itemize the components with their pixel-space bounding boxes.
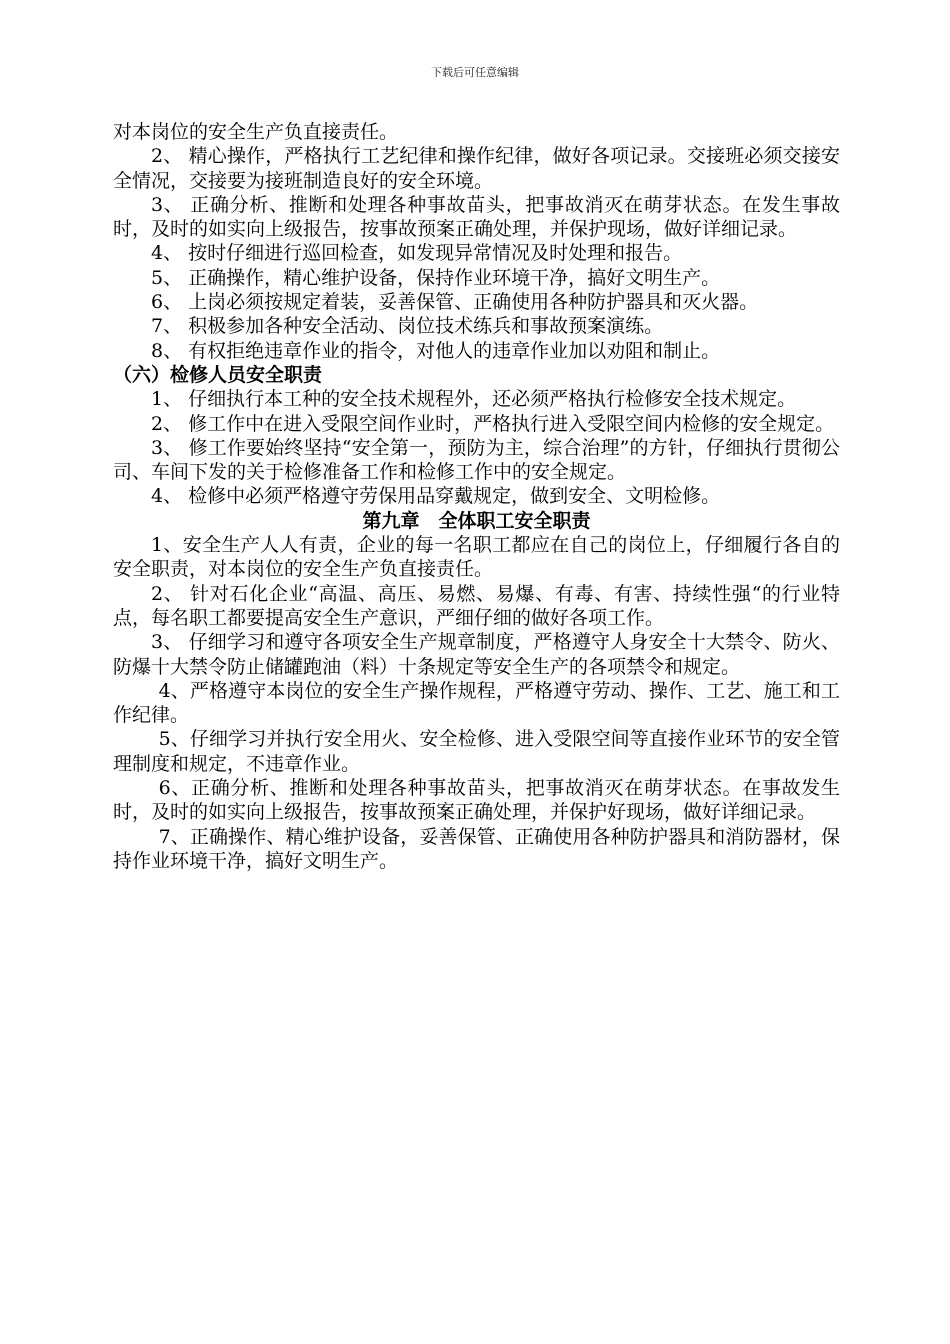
paragraph: 7、 积极参加各种安全活动、岗位技术练兵和事故预案演练。 xyxy=(151,315,664,338)
paragraph: 4、 检修中必须严格遵守劳保用品穿戴规定，做到安全、文明检修。 xyxy=(151,485,721,508)
paragraph: 4、严格遵守本岗位的安全生产操作规程，严格遵守劳动、操作、工艺、施工和工作纪律。 xyxy=(113,679,840,727)
paragraph: 3、 仔细学习和遵守各项安全生产规章制度，严格遵守人身安全十大禁令、防火、防爆十大禁令防止储罐跑油（料）十条规定等安全生产的各项禁令和规定。 xyxy=(113,631,840,678)
paragraph: 2、 针对石化企业“高温、高压、易燃、易爆、有毒、有害、持续性强“的行业特点，每名职工都要提高安全生产意识，严细仔细的做好各项工作。 xyxy=(113,582,840,629)
paragraph: 6、正确分析、推断和处理各种事故苗头，把事故消灭在萌芽状态。在事故发生时，及时的如实向上级报告，按事故预案正确处理，并保护好现场，做好详细记录。 xyxy=(113,777,840,824)
paragraph: 6、 上岗必须按规定着装，妥善保管、正确使用各种防护器具和灭火器。 xyxy=(151,291,759,314)
paragraph: 3、 正确分析、推断和处理各种事故苗头，把事故消灭在萌芽状态。在发生事故时，及时的如实向上级报告，按事故预案正确处理，并保护现场，做好详细记录。 xyxy=(113,193,840,241)
document-body xyxy=(113,120,840,873)
paragraph: 对本岗位的安全生产负直接责任。 xyxy=(113,121,399,143)
page-header: 下载后可任意编辑 xyxy=(431,66,519,79)
paragraph: 1、安全生产人人有责，企业的每一名职工都应在自己的岗位上，仔细履行各自的安全职责，对本岗位的安全生产负直接责任。 xyxy=(113,534,840,581)
section-heading: （六）检修人员安全职责 xyxy=(113,363,323,386)
paragraph: 2、 精心操作，严格执行工艺纪律和操作纪律，做好各项记录。交接班必须交接安全情况，交接要为接班制造良好的安全环境。 xyxy=(113,145,840,192)
chapter-title: 第九章 全体职工安全职责 xyxy=(362,509,591,532)
paragraph: 1、 仔细执行本工种的安全技术规程外，还必须严格执行检修安全技术规定。 xyxy=(151,388,797,411)
paragraph: 4、 按时仔细进行巡回检查，如发现异常情况及时处理和报告。 xyxy=(151,242,683,265)
paragraph: 7、正确操作、精心维护设备，妥善保管、正确使用各种防护器具和消防器材，保持作业环境干净，搞好文明生产。 xyxy=(113,825,840,872)
paragraph: 3、 修工作要始终坚持“安全第一，预防为主，综合治理”的方针，仔细执行贯彻公司、车间下发的关于检修准备工作和检修工作中的安全规定。 xyxy=(113,436,840,484)
paragraph: 5、仔细学习并执行安全用火、安全检修、进入受限空间等直接作业环节的安全管理制度和规定，不违章作业。 xyxy=(113,728,840,775)
paragraph: 5、 正确操作，精心维护设备，保持作业环境干净，搞好文明生产。 xyxy=(151,266,721,289)
paragraph: 8、 有权拒绝违章作业的指令，对他人的违章作业加以劝阻和制止。 xyxy=(151,339,721,362)
paragraph: 2、 修工作中在进入受限空间作业时，严格执行进入受限空间内检修的安全规定。 xyxy=(151,412,835,435)
